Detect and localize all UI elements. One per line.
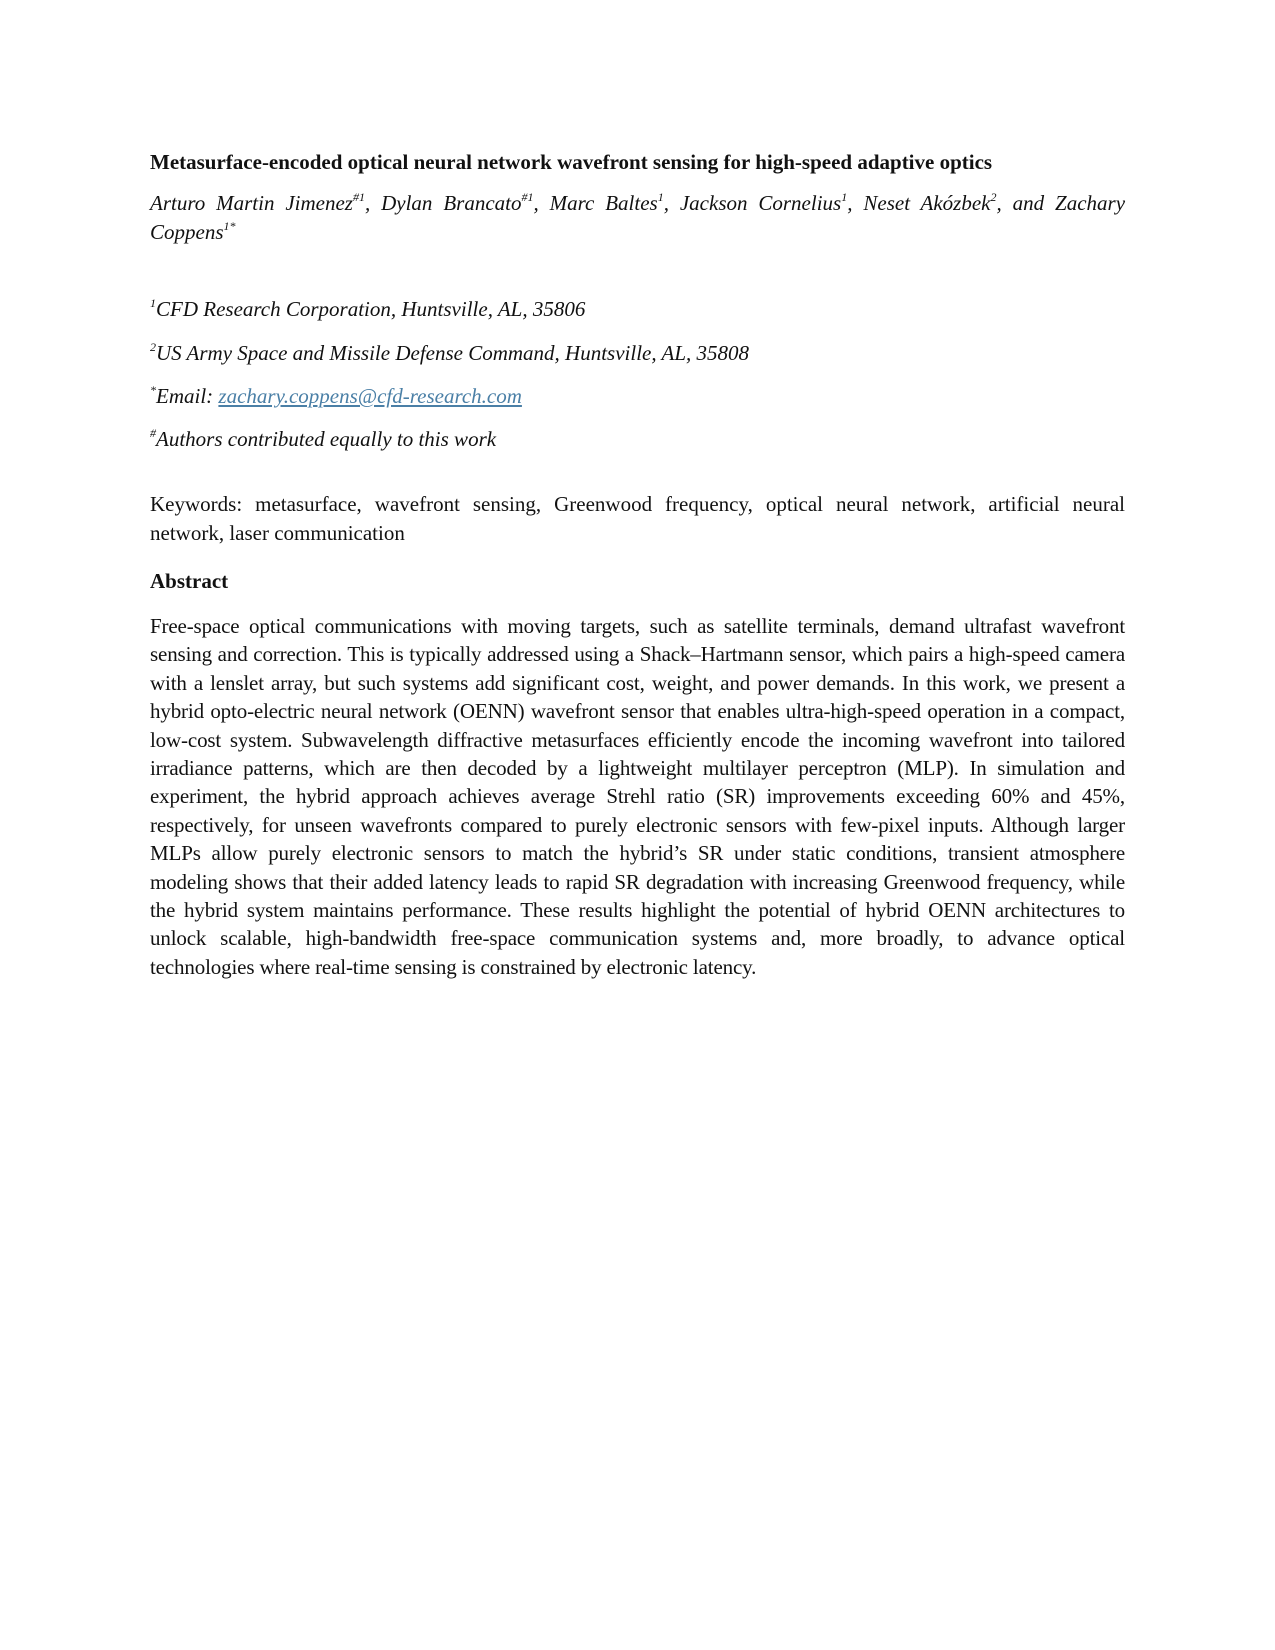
author-mark: 1* (223, 218, 236, 233)
abstract-body: Free-space optical communications with moving targets, such as satellite terminals, demand ultrafast wavefront sensing and correction. This is typically addressed using a Shack–Hartmann sensor, which pairs a high-speed camera with a lenslet array, but such systems add significant cost, weight, and power demands. In this work, we present a hybrid opto-electric neural network (OENN) wavefront sensor that enables ultra-high-speed operation in a compact, low-cost system. Subwavelength diffractive metasurfaces efficiently encode the incoming wavefront into tailored irradiance patterns, which are then decoded by a lightweight multilayer perceptron (MLP). In simulation and experiment, the hybrid approach achieves average Strehl ratio (SR) improvements exceeding 60% and 45%, respectively, for unseen wavefronts compared to purely electronic sensors with few-pixel inputs. Although larger MLPs allow purely electronic sensors to match the hybrid’s SR under static conditions, transient atmosphere modeling shows that their added latency leads to rapid SR degradation with increasing Greenwood frequency, while the hybrid system maintains performance. These results highlight the potential of hybrid OENN architectures to unlock scalable, high-bandwidth free-space communication systems and, more broadly, to advance optical technologies where real-time sensing is constrained by electronic latency. (150, 614, 1125, 979)
author-mark: #1 (521, 190, 534, 204)
author-separator: , (663, 191, 680, 215)
author-name: Zachary Coppens (150, 191, 1126, 244)
author-separator: , (533, 191, 550, 215)
paper-page (150, 148, 1126, 979)
email-label: Email: (156, 384, 219, 408)
equal-contribution-text: Authors contributed equally to this work (156, 427, 497, 451)
abstract-heading: Abstract (150, 569, 229, 593)
author-name: Arturo Martin Jimenez (150, 191, 353, 215)
equal-contribution-note (150, 425, 496, 453)
email-line (150, 382, 522, 410)
affiliation-mark: 1 (150, 296, 156, 310)
author-name: Neset Akózbek (863, 191, 991, 215)
author-separator: , (847, 191, 864, 215)
email-link[interactable]: zachary.coppens@cfd-research.com (218, 384, 522, 408)
author-name: Jackson Cornelius (679, 191, 842, 215)
author-mark: 1 (657, 190, 664, 204)
author-mark: 2 (990, 190, 997, 204)
affiliation-text: US Army Space and Missile Defense Command, Huntsville, AL, 35808 (156, 341, 749, 365)
affiliation-text: CFD Research Corporation, Huntsville, AL, 35806 (156, 297, 586, 321)
author-list (150, 189, 1125, 246)
author-separator: , (364, 191, 382, 215)
author-mark: 1 (841, 190, 848, 204)
affiliation-1 (150, 295, 585, 323)
paper-title: Metasurface-encoded optical neural network wavefront sensing for high-speed adaptive optics (150, 150, 993, 174)
affiliation-2 (150, 339, 749, 367)
affiliation-mark: 2 (150, 340, 156, 354)
author-name: Marc Baltes (549, 191, 658, 215)
author-mark: #1 (352, 190, 365, 204)
email-mark: * (150, 383, 156, 397)
equal-contribution-mark: # (150, 426, 156, 440)
author-name: Dylan Brancato (381, 191, 522, 215)
keywords: Keywords: metasurface, wavefront sensing, Greenwood frequency, optical neural network, artificial neural network, laser communication (150, 492, 1125, 545)
author-conjunction: , and (996, 191, 1056, 215)
